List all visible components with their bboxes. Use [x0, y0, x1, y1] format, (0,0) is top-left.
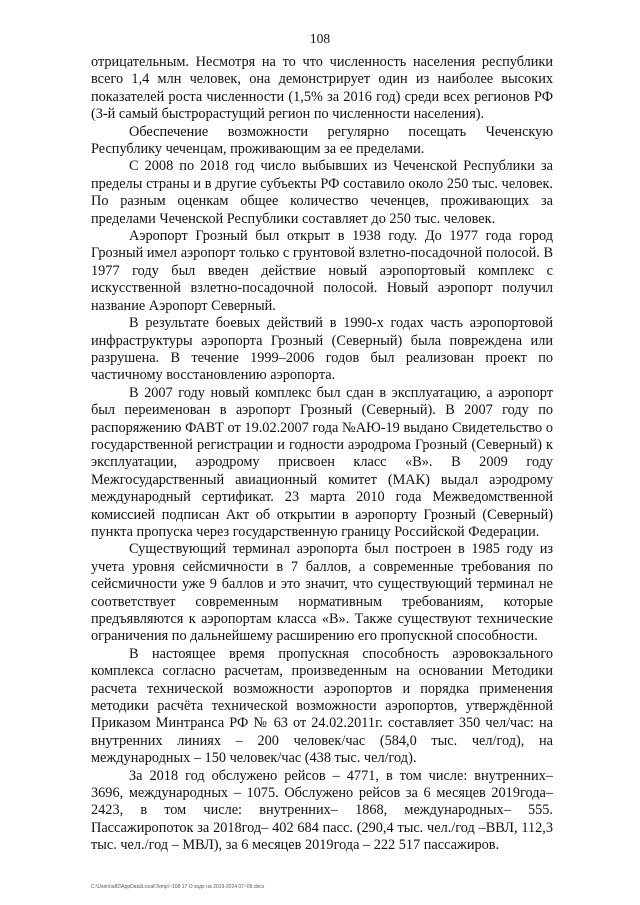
paragraph-continued: отрицательным. Несмотря на то что численность населения республики всего 1,4 млн человек, она демонстрирует один из наиболее высоких показателей роста численности (1,5% за 2016 год) среди всех регионов РФ (3-й самый быстрорастущий регион по численности населения).	[91, 54, 553, 123]
document-body	[91, 54, 553, 855]
paragraph: В результате боевых действий в 1990-х годах часть аэропортовой инфраструктуры аэропорта Грозный (Северный) была повреждена или разрушена. В течение 1999–2006 годов был реализован проект по частичному восстановлению аэропорта.	[91, 315, 553, 384]
paragraph: С 2008 по 2018 год число выбывших из Чеченской Республики за пределы страны и в другие субъекты РФ составило около 250 тыс. человек. По разным оценкам общее количество чеченцев, проживающих за пределами Чеченской Республики составляет до 250 тыс. человек.	[91, 158, 553, 227]
footer-file-reference: C:\Users\alf2\AppData\Local\Temp\~108 17 O ходе на 2019-2024 07~09.docx	[91, 884, 265, 890]
paragraph: В настоящее время пропускная способность аэровокзального комплекса согласно расчетам, произведенным на основании Методики расчета технической возможности аэропортов и порядка применения методики расчёта технической возможности аэропортов, утверждённой Приказом Минтранса РФ № 63 от 24.02.2011г. составляет 350 чел/час: на внутренних линиях – 200 человек/час (584,0 тыс. чел/год), на международных – 150 человек/час (438 тыс. чел/год).	[91, 645, 553, 767]
paragraph: За 2018 год обслужено рейсов – 4771, в том числе: внутренних– 3696, международных – 1075. Обслужено рейсов за 6 месяцев 2019года– 2423, в том числе: внутренних– 1868, международных– 555. Пассажиропоток за 2018год– 402 684 пасс. (290,4 тыс. чел./год –ВВЛ, 112,3 тыс. чел./год – МВЛ), за 6 месяцев 2019года – 222 517 пассажиров.	[91, 767, 553, 854]
paragraph: В 2007 году новый комплекс был сдан в эксплуатацию, а аэропорт был переименован в аэропорт Грозный (Северный). В 2007 году по распоряжению ФАВТ от 19.02.2007 года №АЮ-19 выдано Свидетельство о государственной регистрации и годности аэродрома Грозный (Северный) к эксплуатации, аэродрому присвоен класс «В». В 2009 году Межгосударственный авиационный комитет (МАК) выдал аэродрому международный сертификат. 23 марта 2010 года Межведомственной комиссией подписан Акт об открытии в аэропорту Грозный (Северный) пункта пропуска через государственную границу Российской Федерации.	[91, 384, 553, 540]
paragraph: Обеспечение возможности регулярно посещать Чеченскую Республику чеченцам, проживающим за ее пределами.	[91, 123, 553, 158]
page-number: 108	[309, 31, 331, 46]
paragraph: Существующий терминал аэропорта был построен в 1985 году из учета уровня сейсмичности в 7 баллов, а современные требования по сейсмичности уже 9 баллов и это значит, что существующий терминал не соответствует современным нормативным требованиям, которые предъявляются к аэропортам класса «В». Также существуют технические ограничения по дальнейшему расширению его пропускной способности.	[91, 541, 553, 645]
paragraph: Аэропорт Грозный был открыт в 1938 году. До 1977 года город Грозный имел аэропорт только с грунтовой взлетно-посадочной полосой. В 1977 году был введен действие новый аэропортовый комплекс с искусственной взлетно-посадочной полосой. Новый аэропорт получил название Аэропорт Северный.	[91, 228, 553, 314]
